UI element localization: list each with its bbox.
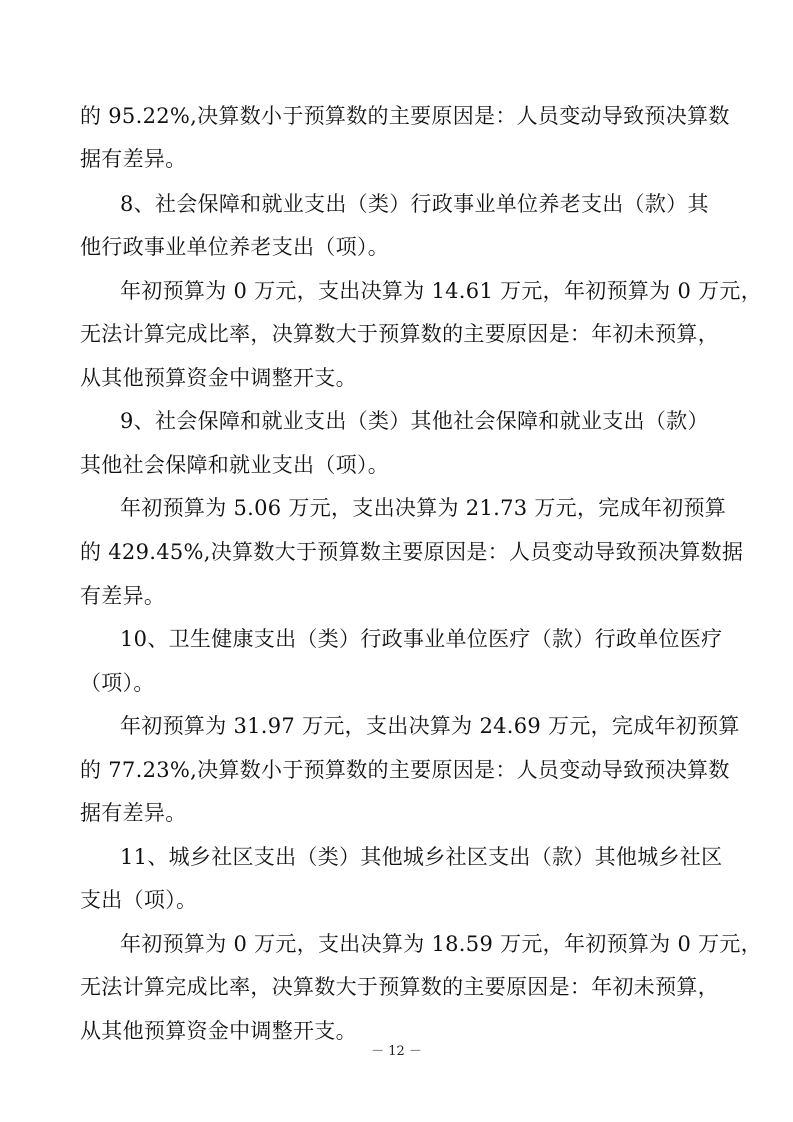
section-heading-9: 9、社会保障和就业支出（类）其他社会保障和就业支出（款） xyxy=(120,409,709,433)
section-heading-8: 8、社会保障和就业支出（类）行政事业单位养老支出（款）其 xyxy=(120,192,709,216)
section-heading-8-continued: 他行政事业单位养老支出（项）。 xyxy=(80,235,389,259)
body-text-line: 有差异。 xyxy=(80,584,166,608)
body-text-line: 无法计算完成比率，决算数大于预算数的主要原因是：年初未预算， xyxy=(80,975,719,999)
body-text-line: 从其他预算资金中调整开支。 xyxy=(80,366,357,390)
section-heading-9-continued: 其他社会保障和就业支出（项）。 xyxy=(80,453,389,477)
body-text-line: 的 429.45%,决算数大于预算数主要原因是：人员变动导致预决算数据 xyxy=(80,540,744,564)
body-text-line: 据有差异。 xyxy=(80,801,187,825)
body-text-line: 年初预算为 5.06 万元，支出决算为 21.73 万元，完成年初预算 xyxy=(120,496,727,520)
body-text-line: 的 77.23%,决算数小于预算数的主要原因是：人员变动导致预决算数 xyxy=(80,758,730,782)
body-text-line: 无法计算完成比率，决算数大于预算数的主要原因是：年初未预算， xyxy=(80,322,719,346)
page-number: － 12 － xyxy=(371,1044,422,1059)
body-text-line: 年初预算为 31.97 万元，支出决算为 24.69 万元，完成年初预算 xyxy=(120,714,740,738)
section-heading-10-continued: （项）。 xyxy=(80,671,155,695)
section-heading-11-continued: 支出（项）。 xyxy=(80,888,198,912)
body-text-line: 年初预算为 0 万元，支出决算为 18.59 万元，年初预算为 0 万元， xyxy=(120,932,762,956)
body-text-line: 据有差异。 xyxy=(80,147,187,171)
body-text-line: 从其他预算资金中调整开支。 xyxy=(80,1019,357,1043)
section-heading-10: 10、卫生健康支出（类）行政事业单位医疗（款）行政单位医疗 xyxy=(120,627,723,651)
body-text-line: 年初预算为 0 万元，支出决算为 14.61 万元，年初预算为 0 万元， xyxy=(120,279,762,303)
section-heading-11: 11、城乡社区支出（类）其他城乡社区支出（款）其他城乡社区 xyxy=(120,845,723,869)
body-text-line: 的 95.22%,决算数小于预算数的主要原因是：人员变动导致预决算数 xyxy=(80,104,730,128)
